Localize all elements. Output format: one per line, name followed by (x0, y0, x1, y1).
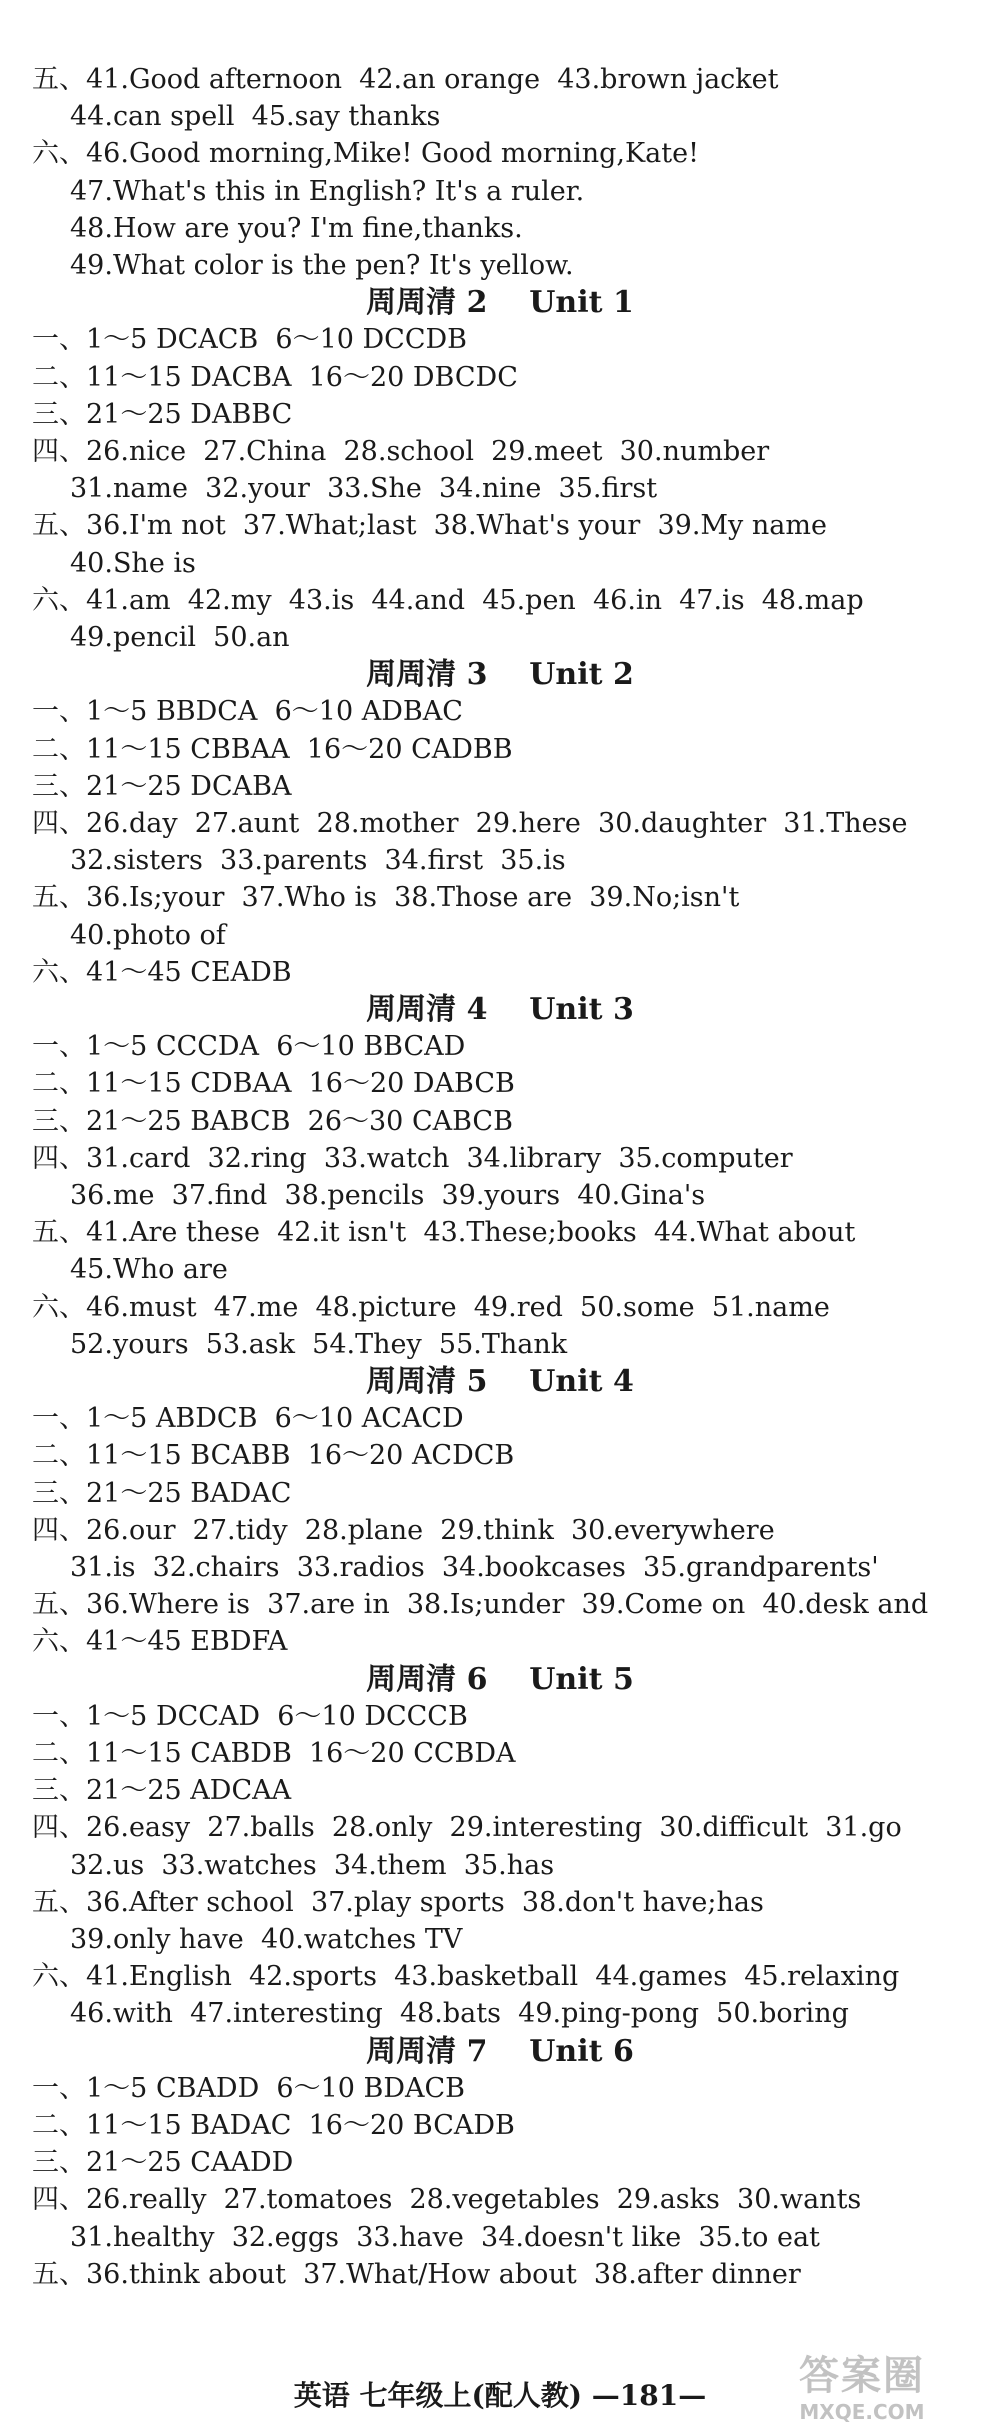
line-content (0, 360, 518, 396)
answer-text: 1～5 CCCDA 6～10 BBCAD (86, 1031, 466, 1063)
answer-line (0, 2257, 1000, 2293)
answer-line (0, 2071, 1000, 2107)
line-content (366, 2034, 634, 2070)
answer-text: 36.Where is 37.are in 38.Is;under 39.Come on 40.desk and (86, 1589, 929, 1621)
answer-text: 31.is 32.chairs 33.radios 34.bookcases 35.grandparents' (70, 1552, 879, 1583)
answer-text: 11～15 DACBA 16～20 DBCDC (86, 361, 518, 393)
line-content (0, 2220, 820, 2256)
answer-line (0, 1104, 1000, 1140)
line-content (0, 1029, 465, 1065)
answer-line (0, 174, 1000, 210)
answer-text: 41.am 42.my 43.is 44.and 45.pen 46.in 47.is 48.map (86, 584, 864, 616)
answer-line (0, 62, 1000, 98)
line-content (0, 620, 290, 656)
watermark-url: MXQE.COM (799, 2400, 925, 2424)
answer-text: 41.Are these 42.it isn't 43.These;books 44.What about (86, 1217, 856, 1249)
answer-text: 45.Who are (70, 1254, 228, 1286)
line-content (0, 1476, 291, 1512)
answer-text: 36.Is;your 37.Who is 38.Those are 39.No;isn't (86, 882, 740, 914)
line-content (366, 992, 634, 1028)
answer-line (0, 508, 1000, 544)
section-prefix: 六、 (32, 1291, 86, 1323)
answer-text: 49.pencil 50.an (70, 622, 290, 653)
answer-text: 21～25 CAADD (86, 2147, 294, 2179)
answer-line (0, 583, 1000, 619)
answer-text: 11～15 CBBAA 16～20 CADBB (86, 733, 513, 765)
line-content (0, 1736, 516, 1772)
section-prefix: 六、 (32, 138, 86, 170)
line-content (0, 1104, 513, 1140)
line-content (0, 1066, 515, 1102)
line-content (0, 1513, 775, 1549)
section-prefix: 三、 (32, 1105, 86, 1137)
line-content (0, 2145, 293, 2181)
answer-text: 52.yours 53.ask 54.They 55.Thank (70, 1328, 568, 1360)
answer-line (0, 1029, 1000, 1065)
answer-text: 40.photo of (70, 919, 226, 951)
answer-line (0, 694, 1000, 730)
section-heading (0, 657, 1000, 693)
line-content (0, 471, 657, 507)
line-content (0, 434, 769, 470)
section-prefix: 四、 (32, 808, 86, 839)
answer-text: 31.name 32.your 33.She 34.nine 35.first (70, 473, 658, 505)
answer-text: 41.English 42.sports 43.basketball 44.games 45.relaxing (86, 1961, 900, 1993)
line-content (0, 1401, 464, 1437)
answer-line (0, 880, 1000, 916)
answer-text: 26.our 27.tidy 28.plane 29.think 30.everywhere (86, 1514, 775, 1546)
answer-line (0, 1848, 1000, 1884)
section-prefix: 四、 (32, 1142, 86, 1174)
line-content (0, 211, 523, 247)
section-prefix: 三、 (32, 2147, 86, 2179)
line-content (0, 1848, 554, 1884)
line-content (366, 1662, 634, 1698)
section-prefix: 五、 (32, 1886, 86, 1918)
section-prefix: 二、 (32, 733, 86, 765)
answer-text: 11～15 BADAC 16～20 BCADB (86, 2110, 515, 2141)
answer-line (0, 1513, 1000, 1549)
answer-text: 1～5 DCCAD 6～10 DCCCB (86, 1700, 468, 1732)
line-content (0, 62, 779, 98)
section-heading (0, 2034, 1000, 2070)
answer-text: 11～15 CABDB 16～20 CCBDA (86, 1738, 516, 1769)
section-prefix: 一、 (32, 1031, 86, 1063)
answer-text: 39.only have 40.watches TV (70, 1924, 463, 1955)
answer-line (0, 1996, 1000, 2032)
answer-text: 31.card 32.ring 33.watch 34.library 35.computer (86, 1142, 793, 1174)
section-prefix: 五、 (32, 1589, 86, 1621)
answer-line (0, 2220, 1000, 2256)
line-content (366, 285, 634, 321)
line-content (0, 1252, 228, 1288)
section-prefix: 五、 (32, 882, 86, 914)
section-prefix: 一、 (32, 696, 86, 728)
answer-text: 26.easy 27.balls 28.only 29.interesting 30.difficult 31.go (86, 1812, 902, 1844)
line-content (0, 843, 566, 879)
line-content (0, 174, 584, 210)
answer-line (0, 1550, 1000, 1586)
answer-line (0, 1066, 1000, 1102)
answer-text: 周周清 2 Unit 1 (366, 285, 634, 321)
answer-line (0, 211, 1000, 247)
answer-line (0, 322, 1000, 358)
section-prefix: 二、 (32, 361, 86, 393)
answer-line (0, 1885, 1000, 1921)
line-content (0, 1996, 849, 2032)
answer-line (0, 434, 1000, 470)
answer-line (0, 2145, 1000, 2181)
section-heading (0, 992, 1000, 1028)
answer-text: 49.What color is the pen? It's yellow. (70, 250, 574, 281)
answer-text: 32.us 33.watches 34.them 35.has (70, 1849, 555, 1881)
answer-line (0, 769, 1000, 805)
answer-text: 32.sisters 33.parents 34.first 35.is (70, 845, 566, 877)
section-prefix: 二、 (32, 1440, 86, 1472)
line-content (0, 508, 827, 544)
answer-line (0, 1699, 1000, 1735)
answer-text: 47.What's this in English? It's a ruler. (70, 175, 585, 207)
line-content (0, 2071, 465, 2107)
line-content (0, 918, 226, 954)
section-prefix: 五、 (32, 64, 86, 95)
answer-text: 44.can spell 45.say thanks (70, 101, 441, 133)
answer-text: 36.After school 37.play sports 38.don't have;has (86, 1886, 764, 1918)
section-prefix: 一、 (32, 1403, 86, 1435)
answer-text: 周周清 5 Unit 4 (366, 1364, 634, 1399)
answer-line (0, 1476, 1000, 1512)
answer-line (0, 1773, 1000, 1809)
answer-line (0, 1178, 1000, 1214)
answer-text: 26.nice 27.China 28.school 29.meet 30.number (86, 436, 770, 467)
answer-text: 1～5 CBADD 6～10 BDACB (86, 2072, 466, 2104)
answer-text: 21～25 DABBC (86, 398, 293, 430)
line-content (0, 1587, 928, 1623)
answer-text: 40.She is (70, 547, 196, 579)
answer-text: 21～25 ADCAA (86, 1775, 292, 1807)
line-content (0, 248, 574, 284)
answer-text: 21～25 DCABA (86, 770, 292, 802)
section-prefix: 二、 (32, 1738, 86, 1769)
answer-line (0, 620, 1000, 656)
line-content (0, 322, 467, 358)
answer-line (0, 2182, 1000, 2218)
answer-text: 周周清 7 Unit 6 (366, 2033, 634, 2069)
answer-line (0, 843, 1000, 879)
section-prefix: 三、 (32, 1775, 86, 1807)
answer-line (0, 1922, 1000, 1958)
section-prefix: 六、 (32, 1961, 86, 1993)
answer-text: 41～45 EBDFA (86, 1626, 288, 1658)
section-prefix: 五、 (32, 510, 86, 542)
section-prefix: 四、 (32, 1812, 86, 1844)
answer-line (0, 1141, 1000, 1177)
section-prefix: 三、 (32, 770, 86, 802)
site-watermark (752, 2355, 972, 2425)
section-prefix: 四、 (32, 1514, 86, 1546)
line-content (366, 1364, 634, 1400)
line-content (0, 2108, 515, 2144)
section-prefix: 二、 (32, 2110, 86, 2141)
answer-text: 46.must 47.me 48.picture 49.red 50.some 51.name (86, 1291, 830, 1323)
answer-line (0, 471, 1000, 507)
answer-text: 26.day 27.aunt 28.mother 29.here 30.daughter 31.These (86, 808, 908, 839)
answer-line (0, 1959, 1000, 1995)
answer-text: 36.me 37.find 38.pencils 39.yours 40.Gina's (70, 1180, 706, 1211)
line-content (0, 694, 463, 730)
line-content (366, 657, 634, 693)
section-prefix: 四、 (32, 436, 86, 467)
line-content (0, 1141, 793, 1177)
line-content (0, 1327, 567, 1363)
section-heading (0, 1364, 1000, 1400)
section-prefix: 三、 (32, 1477, 86, 1509)
line-content (0, 136, 699, 172)
section-prefix: 五、 (32, 2258, 86, 2290)
line-content (0, 397, 292, 433)
line-content (0, 2182, 861, 2218)
answer-line (0, 1215, 1000, 1251)
answer-line (0, 955, 1000, 991)
section-prefix: 一、 (32, 1700, 86, 1732)
answer-text: 周周清 6 Unit 5 (366, 1661, 634, 1697)
answer-line (0, 1252, 1000, 1288)
page-footer: 英语 七年级上(配人教) —181— (293, 2379, 707, 2412)
line-content (0, 99, 440, 135)
answer-text: 36.think about 37.What/How about 38.after dinner (86, 2258, 801, 2290)
answer-text: 41.Good afternoon 42.an orange 43.brown jacket (86, 64, 779, 95)
answer-text: 41～45 CEADB (86, 956, 292, 988)
answer-text: 1～5 BBDCA 6～10 ADBAC (86, 696, 463, 728)
answer-text: 26.really 27.tomatoes 28.vegetables 29.asks 30.wants (86, 2184, 862, 2216)
answer-text: 周周清 4 Unit 3 (366, 992, 634, 1027)
answer-line (0, 397, 1000, 433)
line-content (0, 546, 196, 582)
line-content (0, 1922, 462, 1958)
answer-line (0, 2108, 1000, 2144)
answer-line (0, 136, 1000, 172)
answer-text: 1～5 DCACB 6～10 DCCDB (86, 324, 467, 356)
line-content (0, 1624, 287, 1660)
line-content (0, 1959, 899, 1995)
line-content (0, 1438, 514, 1474)
line-content (0, 2257, 801, 2293)
answer-line (0, 1587, 1000, 1623)
section-prefix: 三、 (32, 398, 86, 430)
answer-line (0, 360, 1000, 396)
line-content (0, 1215, 855, 1251)
answer-line (0, 1290, 1000, 1326)
section-prefix: 六、 (32, 1626, 86, 1658)
answer-line (0, 1401, 1000, 1437)
answer-line (0, 546, 1000, 582)
line-content (0, 1290, 830, 1326)
line-content (0, 880, 739, 916)
answer-text: 36.I'm not 37.What;last 38.What's your 39.My name (86, 510, 827, 542)
answer-line (0, 248, 1000, 284)
answer-line (0, 732, 1000, 768)
line-content (0, 955, 292, 991)
section-prefix: 一、 (32, 2072, 86, 2104)
answer-text: 46.with 47.interesting 48.bats 49.ping-pong 50.boring (70, 1998, 849, 2030)
section-heading (0, 1662, 1000, 1698)
line-content (0, 1773, 291, 1809)
section-prefix: 六、 (32, 956, 86, 988)
line-content (0, 806, 907, 842)
line-content (0, 583, 864, 619)
watermark-logo-text: 答案圈 (799, 2353, 925, 2399)
line-content (0, 1699, 468, 1735)
line-content (0, 769, 291, 805)
answer-line (0, 918, 1000, 954)
answer-text: 31.healthy 32.eggs 33.have 34.doesn't like 35.to eat (70, 2221, 820, 2253)
answer-line (0, 1810, 1000, 1846)
answer-text: 48.How are you? I'm fine,thanks. (70, 212, 523, 244)
answer-text: 46.Good morning,Mike! Good morning,Kate! (86, 138, 699, 170)
answer-line (0, 1736, 1000, 1772)
answer-text: 1～5 ABDCB 6～10 ACACD (86, 1403, 464, 1435)
section-prefix: 五、 (32, 1217, 86, 1249)
line-content (0, 1178, 705, 1214)
answer-line (0, 1438, 1000, 1474)
section-heading (0, 285, 1000, 321)
line-content (0, 1550, 879, 1586)
line-content (0, 732, 513, 768)
answer-text: 21～25 BADAC (86, 1477, 292, 1509)
answer-line (0, 1327, 1000, 1363)
section-prefix: 二、 (32, 1068, 86, 1100)
answer-text: 11～15 CDBAA 16～20 DABCB (86, 1068, 515, 1100)
line-content (0, 1885, 764, 1921)
answer-text: 21～25 BABCB 26～30 CABCB (86, 1105, 513, 1137)
answer-line (0, 806, 1000, 842)
section-prefix: 一、 (32, 324, 86, 356)
section-prefix: 六、 (32, 584, 86, 616)
answer-line (0, 1624, 1000, 1660)
section-prefix: 四、 (32, 2184, 86, 2216)
answer-text: 周周清 3 Unit 2 (366, 657, 634, 693)
answer-text: 11～15 BCABB 16～20 ACDCB (86, 1440, 515, 1472)
line-content (0, 1810, 902, 1846)
answer-line (0, 99, 1000, 135)
